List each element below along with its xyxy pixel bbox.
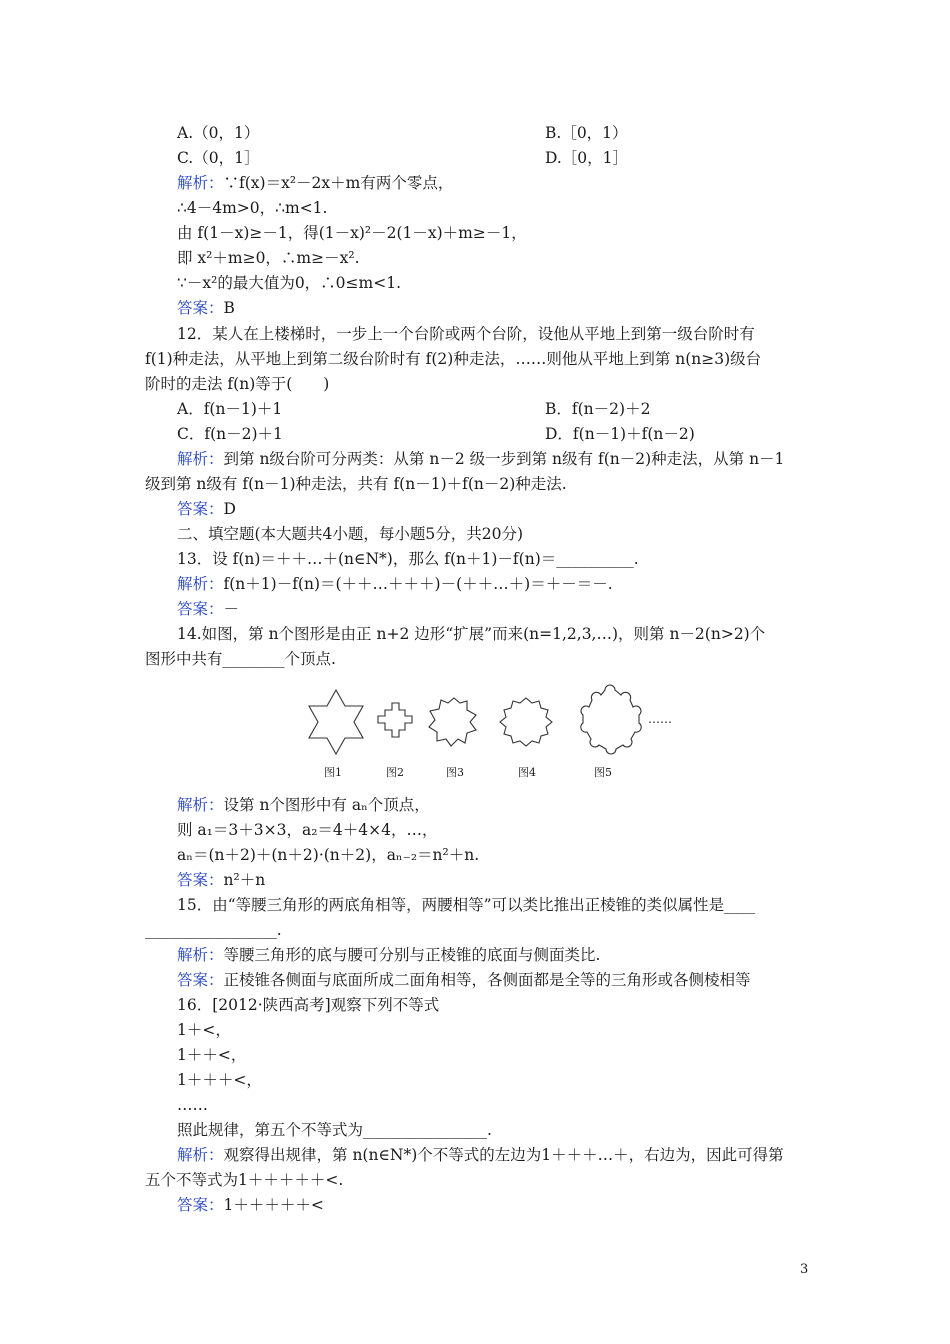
analysis-line: 解析：等腰三角形的底与腰可分别与正棱锥的底面与侧面类比. <box>177 946 601 964</box>
question-stem: 阶时的走法 f(n)等于( ) <box>145 375 330 393</box>
answer-label: 答案： <box>177 600 224 618</box>
figure-2-shape <box>378 703 412 737</box>
section-heading: 二、填空题(本大题共4小题，每小题5分，共20分) <box>177 525 524 543</box>
answer-line: 答案：1＋＋＋＋＋< <box>177 1196 324 1214</box>
answer-line: 答案：n²＋n <box>177 871 266 889</box>
option-c: C.（0，1］ <box>177 149 260 167</box>
question-stem: 12．某人在上楼梯时，一步上一个台阶或两个台阶，设他从平地上到第一级台阶时有 <box>177 325 755 343</box>
page-number: 3 <box>800 1262 809 1277</box>
analysis-line: 五个不等式为1＋＋＋＋＋<. <box>145 1171 344 1189</box>
figure-caption: 图2 <box>386 766 404 779</box>
answer-line: 答案：正棱锥各侧面与底面所成二面角相等，各侧面都是全等的三角形或各侧棱相等 <box>177 971 751 989</box>
question-stem: _________________. <box>145 921 282 939</box>
analysis-label: 解析： <box>177 796 224 814</box>
analysis-line: 解析：观察得出规律，第 n(n∈N*)个不等式的左边为1＋＋＋…＋，右边为，因此可得第 <box>177 1146 784 1164</box>
inequality-line: 1＋<， <box>177 1021 231 1039</box>
option-b: B．f(n－2)＋2 <box>545 400 651 418</box>
figure-caption: 图1 <box>324 766 342 779</box>
analysis-label: 解析： <box>177 946 224 964</box>
analysis-label: 解析： <box>177 1146 224 1164</box>
inequality-line: 1＋＋＋<， <box>177 1071 262 1089</box>
inequality-line: 1＋＋<， <box>177 1046 247 1064</box>
answer-label: 答案： <box>177 1196 224 1214</box>
figure-1-shape <box>309 690 363 754</box>
option-d: D.［0，1］ <box>545 149 629 167</box>
figure-ellipsis: …… <box>648 712 672 726</box>
figure-4-shape <box>500 698 552 746</box>
analysis-line: 解析：∵f(x)＝x²－2x＋m有两个零点， <box>177 174 454 192</box>
question-stem: 15．由“等腰三角形的两底角相等，两腰相等”可以类比推出正棱锥的类似属性是____ <box>177 896 756 914</box>
analysis-line: ∴4－4m>0，∴m<1. <box>177 199 328 217</box>
answer-line: 答案：D <box>177 500 236 518</box>
answer-line: 答案：B <box>177 299 235 317</box>
option-c: C．f(n－2)＋1 <box>177 425 283 443</box>
inequality-line: …… <box>177 1096 208 1114</box>
question-stem: 图形中共有________个顶点. <box>145 650 336 668</box>
figure-caption: 图4 <box>518 766 536 779</box>
analysis-label: 解析： <box>177 174 224 192</box>
option-a: A.（0，1） <box>177 124 260 142</box>
figure-5-shape <box>581 685 641 754</box>
analysis-line: aₙ＝(n＋2)＋(n＋2)·(n＋2)，aₙ₋₂＝n²＋n. <box>177 846 480 864</box>
analysis-line: ∵－x²的最大值为0，∴0≤m<1. <box>177 274 402 292</box>
figure-caption: 图3 <box>446 766 464 779</box>
question-stem: f(1)种走法，从平地上到第二级台阶时有 f(2)种走法，……则他从平地上到第 n(n≥3)级台 <box>145 350 762 368</box>
analysis-line: 解析：到第 n级台阶可分两类：从第 n－2 级一步到第 n级有 f(n－2)种走法，从第 n－1 <box>177 450 785 468</box>
analysis-line: 解析：f(n＋1)－f(n)＝(＋＋…＋＋＋)－(＋＋…＋)＝＋－＝－. <box>177 575 613 593</box>
analysis-line: 级到第 n级有 f(n－1)种走法，共有 f(n－1)＋f(n－2)种走法. <box>145 475 567 493</box>
analysis-line: 解析：设第 n个图形中有 aₙ个顶点， <box>177 796 430 814</box>
option-b: B.［0，1） <box>545 124 628 142</box>
analysis-line: 则 a₁＝3＋3×3，a₂＝4＋4×4，…， <box>177 821 438 839</box>
figure-3-shape <box>429 698 476 746</box>
figure-caption: 图5 <box>594 766 612 779</box>
question-stem: 14.如图，第 n个图形是由正 n+2 边形“扩展”而来(n=1,2,3,…)，则第 n－2(n>2)个 <box>177 625 766 643</box>
analysis-line: 由 f(1－x)≥－1，得(1－x)²－2(1－x)＋m≥－1， <box>177 224 527 242</box>
question-stem: 13．设 f(n)＝＋＋…＋(n∈N*)，那么 f(n＋1)－f(n)＝__________. <box>177 550 639 568</box>
option-a: A．f(n－1)＋1 <box>177 400 283 418</box>
analysis-label: 解析： <box>177 575 224 593</box>
answer-label: 答案： <box>177 299 224 317</box>
answer-label: 答案： <box>177 871 224 889</box>
answer-label: 答案： <box>177 971 224 989</box>
question-prompt: 照此规律，第五个不等式为________________. <box>177 1121 492 1139</box>
question-stem: 16．[2012·陕西高考]观察下列不等式 <box>177 996 440 1014</box>
figure-drawings <box>300 672 700 767</box>
polygon-expansion-figure <box>300 672 700 784</box>
option-d: D．f(n－1)＋f(n－2) <box>545 425 695 443</box>
analysis-label: 解析： <box>177 450 224 468</box>
analysis-line: 即 x²＋m≥0，∴m≥－x². <box>177 249 360 267</box>
answer-line: 答案：－ <box>177 600 240 618</box>
answer-label: 答案： <box>177 500 224 518</box>
